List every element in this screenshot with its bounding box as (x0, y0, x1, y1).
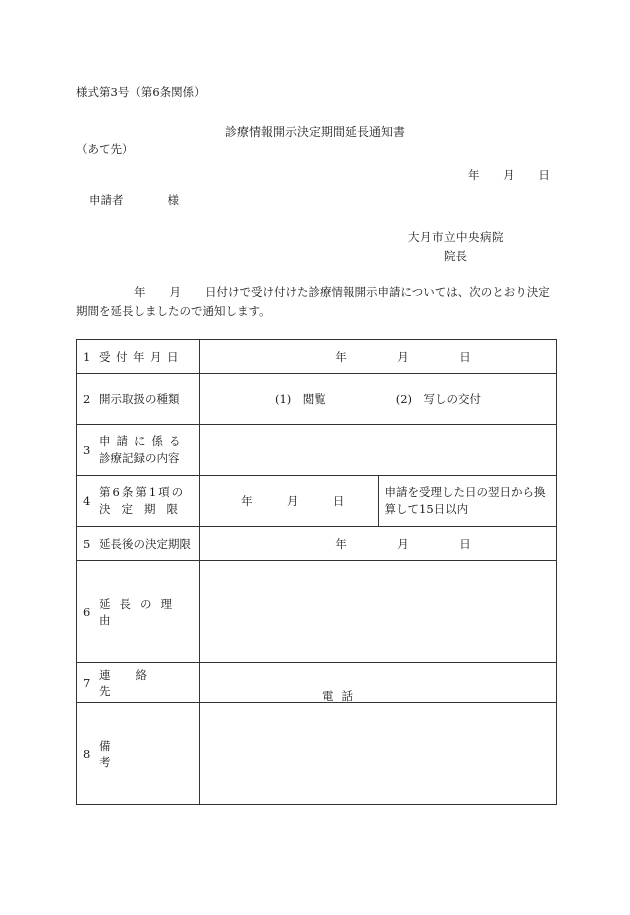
original-deadline-field[interactable] (200, 476, 379, 527)
ymd-month: 月 (397, 349, 409, 364)
option-copy[interactable]: (2) 写しの交付 (395, 392, 482, 406)
row-number: 8 (83, 746, 91, 761)
reason-field[interactable] (200, 561, 557, 663)
row-label (77, 703, 200, 805)
addressee-label: （あて先） (76, 142, 134, 156)
hospital-name: 大月市立中央病院 (408, 230, 504, 244)
label-contact: 連絡先 (99, 667, 172, 698)
date-year: 年 (468, 168, 480, 182)
body-month: 月 (169, 285, 181, 299)
ymd-day: 日 (332, 494, 345, 508)
row-label (77, 476, 200, 527)
deadline-note-text: 申請を受理した日の翌日から換算して15日以内 (384, 485, 546, 516)
form-number: 様式第3号（第6条関係） (76, 85, 206, 99)
phone-label: 電話 (322, 689, 361, 703)
body-sentence: 日付けで受け付けた診療情報開示申請については、次のとおり決定期間を延長しましたので通知します。 (76, 285, 550, 318)
table-row (77, 425, 557, 476)
row-label (77, 663, 200, 703)
label-record-line1: 申請に係る (99, 434, 187, 448)
table-row (77, 527, 557, 561)
issue-date (468, 167, 550, 183)
option-viewing[interactable]: (1) 閲覧 (274, 392, 326, 406)
label-deadline-line1: 第6条第1項の (99, 485, 186, 499)
row-label (77, 561, 200, 663)
contact-field[interactable] (200, 663, 557, 703)
label-extended-deadline: 延長後の決定期限 (99, 536, 191, 551)
row-number: 7 (83, 675, 91, 690)
receipt-date-field[interactable] (200, 340, 557, 374)
extended-deadline-field[interactable] (200, 527, 557, 561)
notice-table (76, 339, 557, 805)
remarks-field[interactable] (200, 703, 557, 805)
ymd-day: 日 (459, 536, 471, 551)
ymd-day: 日 (459, 349, 471, 364)
table-row (77, 663, 557, 703)
row-number: 3 (83, 443, 91, 457)
notice-text (76, 283, 556, 321)
disclosure-type-field (200, 374, 557, 425)
row-label (77, 374, 200, 425)
row-label (77, 527, 200, 561)
label-remarks: 備考 (99, 738, 173, 769)
table-row (77, 703, 557, 805)
document-title: 診療情報開示決定期間延長通知書 (224, 125, 405, 139)
applicant-line (89, 192, 179, 208)
row-number: 4 (83, 494, 91, 508)
table-row (77, 561, 557, 663)
ymd-month: 月 (286, 494, 299, 508)
director-title: 院長 (444, 249, 467, 263)
table-row (77, 374, 557, 425)
label-deadline-line2: 決定期限 (99, 502, 189, 516)
date-month: 月 (503, 168, 515, 182)
label-disclosure-type: 開示取扱の種類 (99, 392, 180, 406)
ymd-year: 年 (335, 536, 347, 551)
deadline-note (378, 476, 557, 527)
ymd-year: 年 (241, 494, 253, 508)
table-row (77, 476, 557, 527)
applicant-label: 申請者 (89, 193, 124, 207)
ymd-year: 年 (335, 349, 347, 364)
date-day: 日 (538, 168, 550, 182)
row-number: 5 (83, 536, 91, 551)
body-year: 年 (134, 285, 146, 299)
row-number: 6 (83, 604, 91, 619)
row-number: 1 (83, 349, 91, 364)
label-receipt-date: 受付年月日 (99, 349, 184, 364)
record-content-field[interactable] (200, 425, 557, 476)
row-label (77, 425, 200, 476)
label-record-line2: 診療記録の内容 (99, 451, 180, 465)
label-reason: 延長の理由 (99, 596, 181, 627)
row-label (77, 340, 200, 374)
row-number: 2 (83, 392, 91, 406)
ymd-month: 月 (397, 536, 409, 551)
table-row (77, 340, 557, 374)
honorific: 様 (167, 193, 179, 207)
